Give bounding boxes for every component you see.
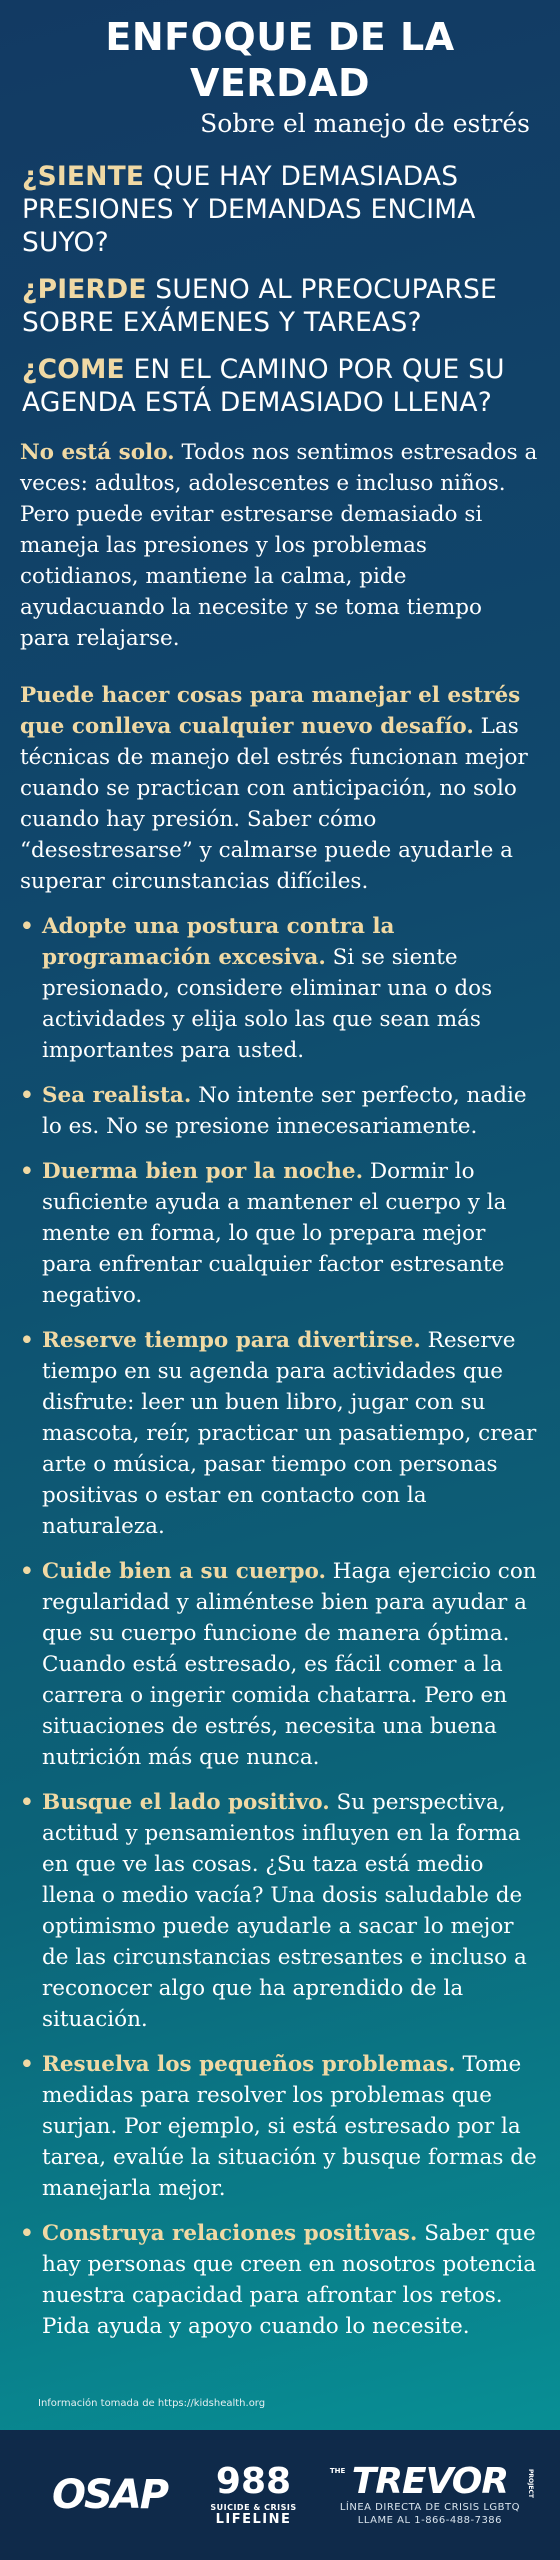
tip-lead: Construya relaciones positivas. [42,2221,418,2246]
source-note: Información tomada de https://kidshealth.org [38,2398,266,2409]
question-2 [22,273,538,339]
lifeline-line2: LIFELINE [215,2512,292,2527]
intro-lead: No está solo. [20,440,175,465]
bullet-icon: • [20,2052,34,2077]
list-item [20,1325,538,1542]
second-text: Las técnicas de manejo del estrés funcionan mejor cuando se practican con anticipación, no solo cuando hay presión. Saber cómo “desestresarse” y calmarse puede ayudarle a superar circunstancias difíciles. [20,714,528,894]
tip-text: No intente ser perfecto, nadie lo es. No se presione innecesariamente. [42,1083,527,1139]
tip-lead: Reserve tiempo para divertirse. [42,1328,421,1353]
question-lead: ¿SIENTE [22,161,145,192]
questions-section [0,140,560,419]
footer-logos [0,2430,560,2560]
bullet-icon: • [20,2221,34,2246]
question-3 [22,353,538,419]
question-lead: ¿COME [22,354,125,385]
trevor-hotline-phone: LLAME AL 1-866-488-7386 [357,2515,503,2526]
list-item [20,2049,538,2204]
tips-list [20,911,538,2342]
question-text: QUE HAY DEMASIADAS PRESIONES Y DEMANDAS ENCIMA SUYO? [22,161,476,258]
bullet-icon: • [20,1559,34,1584]
second-paragraph [20,680,538,897]
page-subtitle: Sobre el manejo de estrés [200,109,530,138]
tip-text: Tome medidas para resolver los problemas que surjan. Por ejemplo, si está estresado por la tarea, evalúe la situación y busque formas de manejarla mejor. [42,2052,537,2201]
tip-text: Su perspectiva, actitud y pensamientos influyen en la forma en que ve las cosas. ¿Su taza está medio llena o medio vacía? Una dosis saludable de optimismo puede ayudarle a sacar lo mejor de las circunstancias estresantes e incluso a reconocer algo que ha aprendido de la situación. [42,1790,527,2032]
question-text: SUENO AL PREOCUPARSE SOBRE EXÁMENES Y TAREAS? [22,274,497,338]
body-content [0,433,560,2342]
list-item [20,1156,538,1311]
tip-lead: Sea realista. [42,1083,192,1108]
trevor-hotline-label: LÍNEA DIRECTA DE CRISIS LGBTQ [339,2502,520,2513]
tip-text: Dormir lo suficiente ayuda a mantener el cuerpo y la mente en forma, lo que lo prepara mejor para enfrentar cualquier factor estresante negativo. [42,1159,507,1308]
question-1 [22,160,538,259]
list-item [20,911,538,1066]
question-text: EN EL CAMINO POR QUE SU AGENDA ESTÁ DEMASIADO LLENA? [22,354,505,418]
trevor-logo [329,2461,534,2527]
page-title: ENFOQUE DE LA VERDAD [105,15,455,105]
trevor-name: TREVOR [351,2461,509,2502]
tip-text: Saber que hay personas que creen en nosotros potencia nuestra capacidad para afrontar los retos. Pida ayuda y apoyo cuando lo necesite. [42,2221,537,2339]
tip-lead: Adopte una postura contra la programación excesiva. [42,914,395,970]
question-lead: ¿PIERDE [22,274,147,305]
tip-lead: Duerma bien por la noche. [42,1159,364,1184]
trevor-project: PROJECT [527,2469,534,2498]
tip-lead: Busque el lado positivo. [42,1790,330,1815]
intro-text: Todos nos sentimos estresados a veces: adultos, adolescentes e incluso niños. Pero puede evitar estresarse demasiado si maneja las presiones y los problemas cotidianos, mantiene la calma, pide ayudacuando la necesite y se toma tiempo para relajarse. [20,440,538,651]
list-item [20,1080,538,1142]
osap-logo: OSAP [52,2472,168,2518]
second-lead: Puede hacer cosas para manejar el estrés que conlleva cualquier nuevo desafío. [20,683,521,739]
tip-text: Haga ejercicio con regularidad y aliméntese bien para ayudar a que su cuerpo funcione de manera óptima. Cuando está estresado, es fácil comer a la carrera o ingerir comida chatarra. Pero en situaciones de estrés, necesita una buena nutrición más que nunca. [42,1559,537,1770]
bullet-icon: • [20,914,34,939]
tip-lead: Resuelva los pequeños problemas. [42,2052,456,2077]
lifeline-logo [210,2463,296,2527]
list-item [20,1787,538,2035]
header [0,0,560,140]
lifeline-number: 988 [215,2461,292,2502]
tip-text: Si se siente presionado, considere eliminar una o dos actividades y elija solo las que sean más importantes para usted. [42,945,493,1063]
bullet-icon: • [20,1159,34,1184]
tip-text: Reserve tiempo en su agenda para actividades que disfrute: leer un buen libro, jugar con su mascota, reír, practicar un pasatiempo, crear arte o música, pasar tiempo con personas positivas o estar en contacto con la naturaleza. [42,1328,537,1539]
list-item [20,2218,538,2342]
tip-lead: Cuide bien a su cuerpo. [42,1559,326,1584]
lifeline-line1: SUICIDE & CRISIS [210,2503,297,2512]
bullet-icon: • [20,1790,34,1815]
bullet-icon: • [20,1328,34,1353]
intro-paragraph [20,437,538,654]
trevor-the: THE [329,2467,346,2475]
list-item [20,1556,538,1773]
bullet-icon: • [20,1083,34,1108]
